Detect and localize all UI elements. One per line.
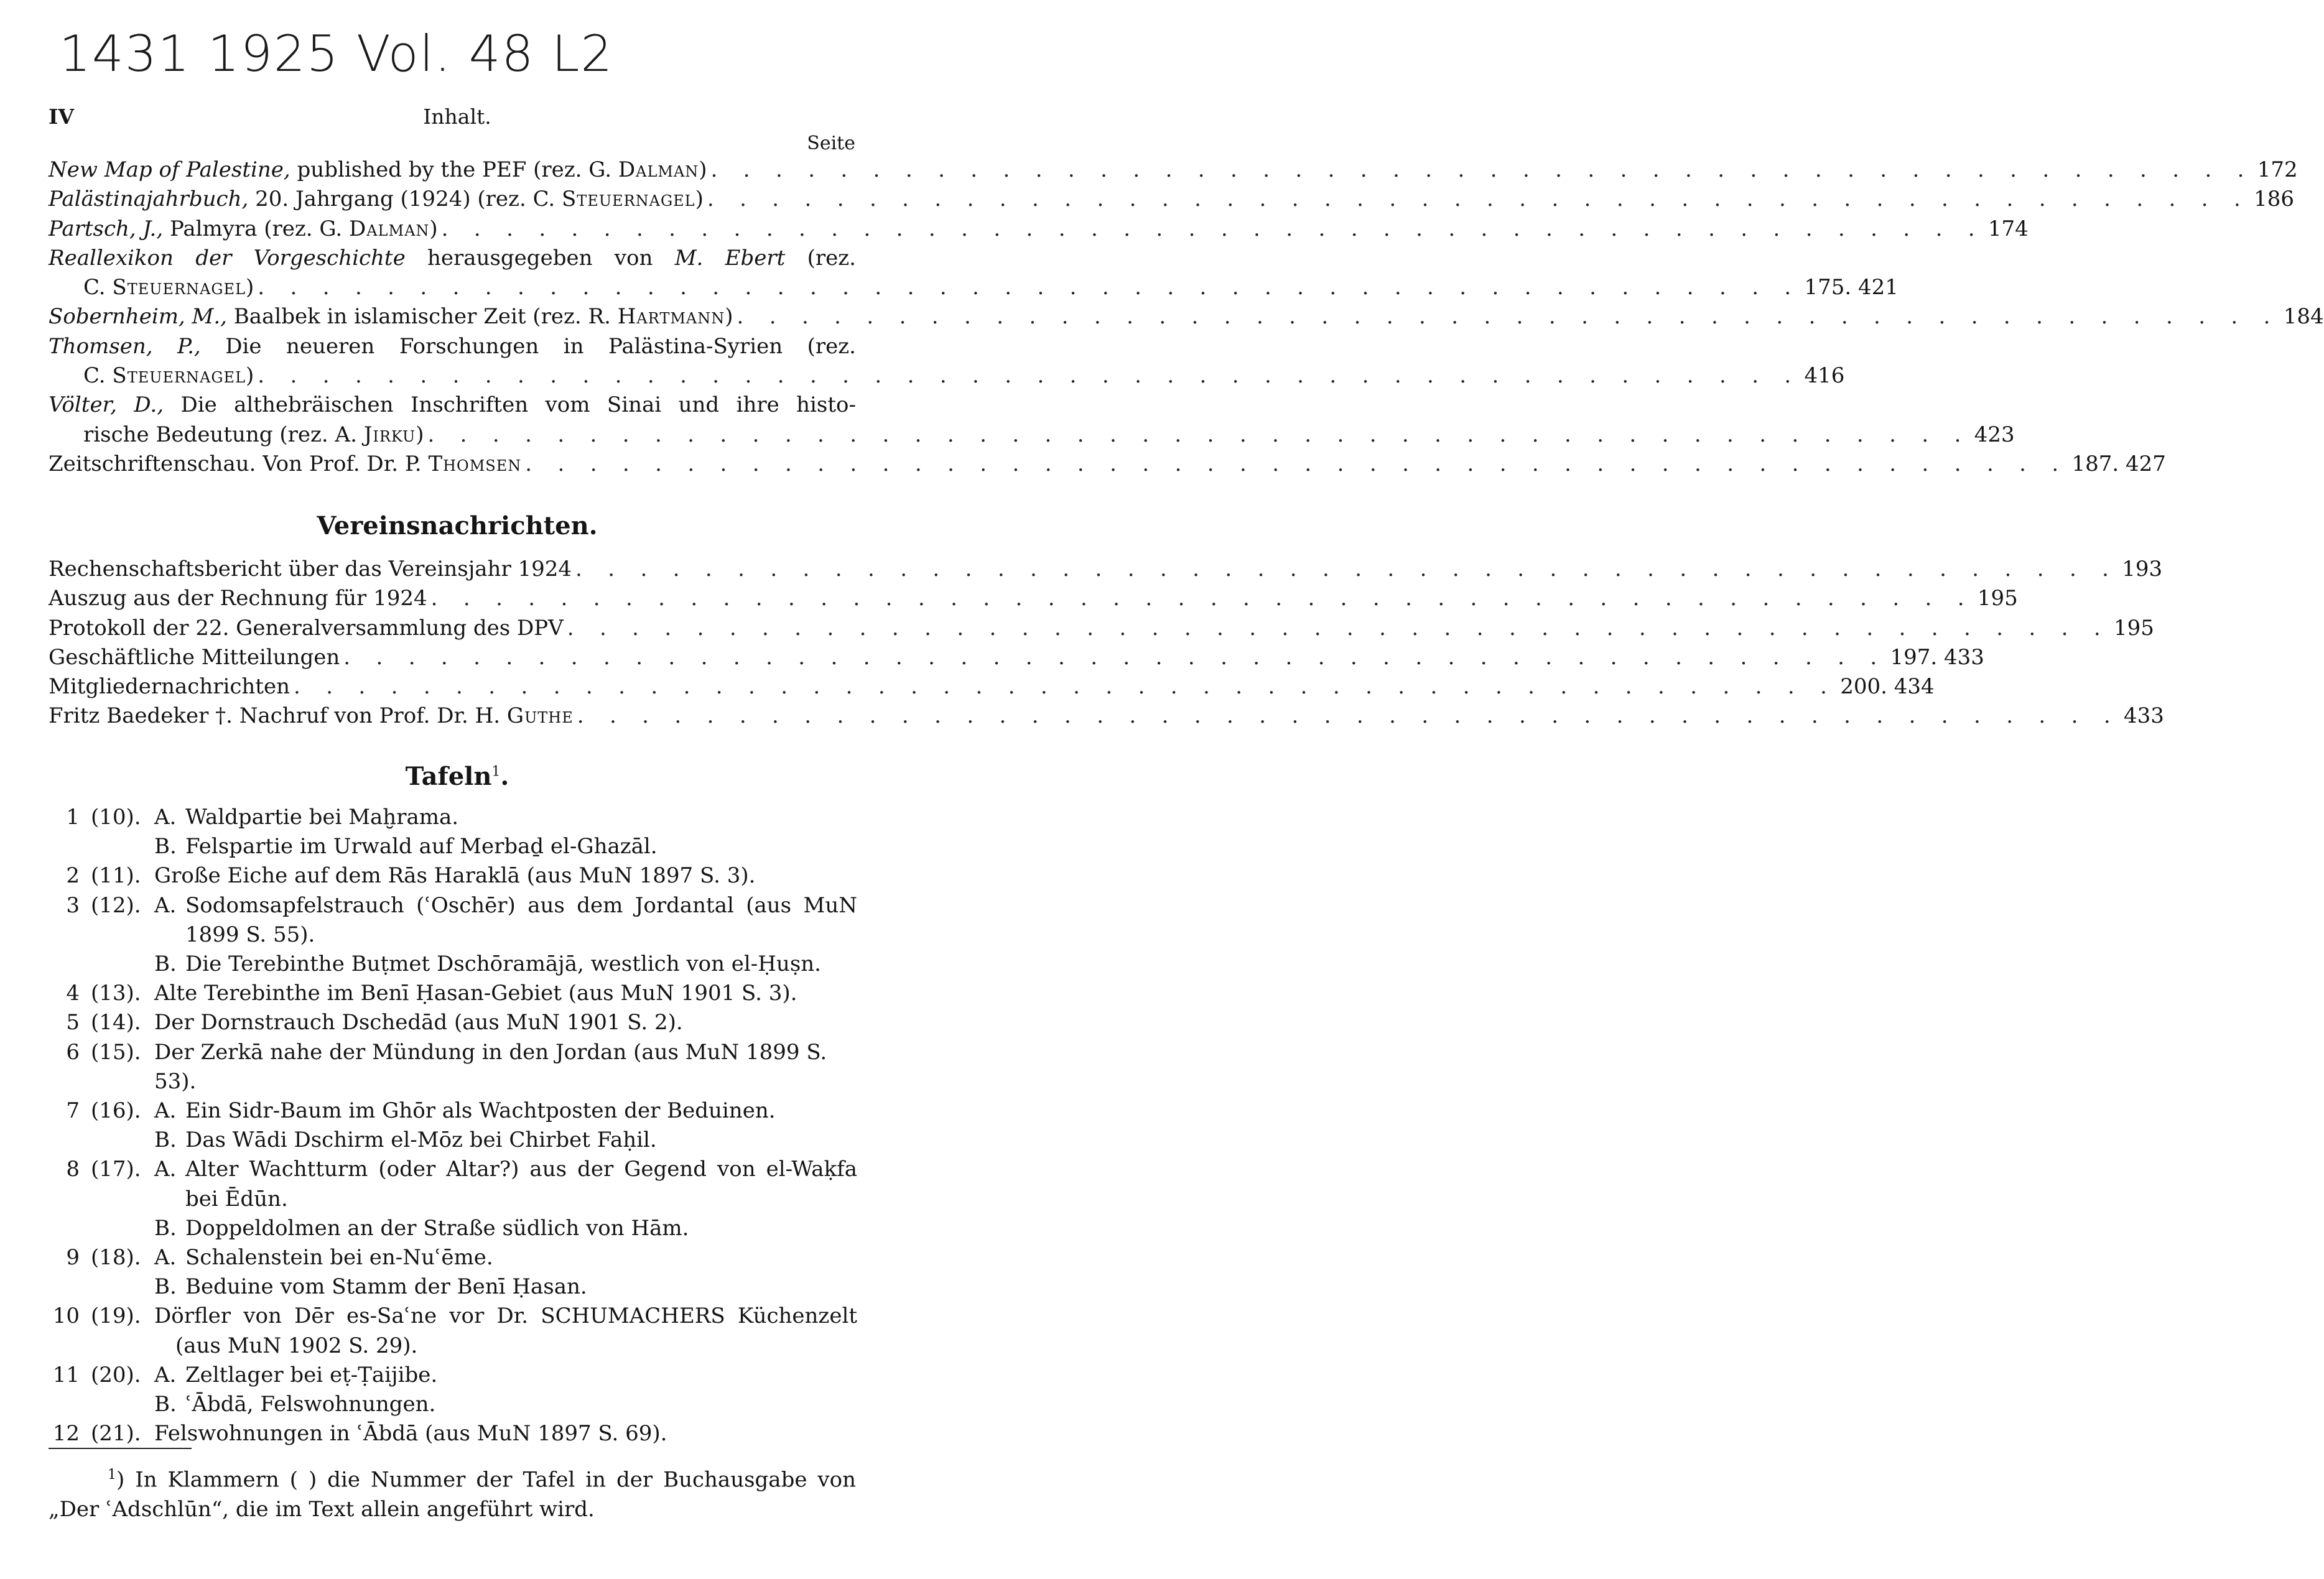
plate-letter: A. — [154, 892, 177, 918]
toc-editor: M. Ebert — [674, 245, 786, 271]
plate-caption-line: Zeltlager bei eṭ-Ṭaijibe. — [185, 1362, 438, 1387]
plate-letter: B. — [154, 1128, 177, 1153]
plate-caption — [185, 1155, 857, 1213]
plates-list — [49, 803, 857, 1448]
toc-page: 187. 427 — [2071, 451, 2166, 476]
plate-caption-line: Die Terebinthe Buṭmet Dschōramājā, westlich von el-Ḥuṣn. — [185, 952, 821, 977]
toc-entry — [49, 584, 2018, 613]
plate-caption — [154, 1008, 857, 1037]
toc-entry — [49, 614, 2154, 643]
leader-dots: . . . . . . . . . . . . . . . . . . . . . . . . . . . . . . . . . . . . . . . . . . . . . . . . — [577, 703, 2120, 729]
plate-row — [49, 950, 857, 979]
plate-letter: A. — [154, 1245, 177, 1271]
leader-dots: . . . . . . . . . . . . . . . . . . . . . . . . . . . . . . . . . . . . . . . . . . . . . . . . — [430, 586, 1974, 611]
footnote-number: 1 — [108, 1467, 116, 1483]
plate-caption-line: Doppeldolmen an der Straße südlich von Hām. — [185, 1215, 689, 1241]
toc-text: rische Bedeutung (rez. A. — [83, 422, 364, 447]
plate-number: 1 — [66, 805, 80, 830]
plate-row — [49, 1390, 857, 1419]
plate-number — [49, 1272, 80, 1302]
leader-dots: . . . . . . . . . . . . . . . . . . . . . . . . . . . . . . . . . . . . . . . . . . . . . . . . — [441, 216, 1984, 241]
plate-letter: A. — [154, 805, 177, 830]
toc-text: C. — [83, 275, 113, 300]
plate-row — [49, 1214, 857, 1243]
plate-row — [49, 1038, 857, 1096]
plate-number: 12 — [52, 1421, 80, 1447]
plate-caption — [154, 979, 857, 1008]
plate-caption-line: Alte Terebinthe im Benī Ḥasan-Gebiet (aus MuN 1901 S. 3). — [154, 981, 797, 1006]
toc-text: Die neueren Forschungen in Palästina-Syrien (rez. — [200, 333, 856, 359]
plate-book-number: (13). — [91, 981, 141, 1006]
toc-page: 423 — [1974, 422, 2015, 447]
section-title-tafeln: Tafeln$^1$. — [405, 762, 509, 791]
plate-number: 9 — [66, 1245, 80, 1271]
toc-close: ) — [695, 187, 704, 212]
plate-book-number: (21). — [91, 1421, 141, 1447]
toc-text-tail: (rez. — [785, 245, 856, 271]
toc-page: 195 — [1977, 586, 2018, 611]
toc-page: 193 — [2122, 557, 2163, 581]
plate-caption — [154, 1419, 857, 1448]
plate-number — [49, 1390, 80, 1419]
plate-row — [49, 1419, 857, 1448]
toc-close: ) — [416, 422, 424, 447]
plate-caption — [185, 832, 857, 861]
plate-caption — [154, 1302, 857, 1360]
toc-close: ) — [246, 275, 254, 300]
plate-caption — [154, 1038, 857, 1096]
plate-caption-line: Waldpartie bei Maḫrama. — [185, 805, 459, 830]
plate-book-number: (11). — [91, 863, 141, 889]
plate-row — [49, 1008, 857, 1037]
toc-close: ) — [699, 157, 707, 182]
toc-entry — [49, 702, 2164, 731]
plate-caption-line: Große Eiche auf dem Rās Haraklā (aus MuN 1897 S. 3). — [154, 863, 756, 889]
footnote-line-2: „Der ʿAdschlūn“, die im Text allein angeführt wird. — [49, 1497, 595, 1522]
footnote-line-1: ) In Klammern ( ) die Nummer der Tafel in der Buchausgabe von — [116, 1467, 856, 1493]
plate-row — [49, 861, 857, 891]
leader-dots: . . . . . . . . . . . . . . . . . . . . . . . . . . . . . . . . . . . . . . . . . . . . . . . . — [293, 674, 1837, 700]
leader-dots: . . . . . . . . . . . . . . . . . . . . . . . . . . . . . . . . . . . . . . . . . . . . . . . . — [343, 644, 1887, 670]
leader-dots: . . . . . . . . . . . . . . . . . . . . . . . . . . . . . . . . . . . . . . . . . . . . . . . . — [707, 187, 2251, 212]
plate-book-number: (16). — [91, 1098, 141, 1124]
toc-reviewer: Steuernagel — [562, 187, 695, 212]
plate-caption-line: Schalenstein bei en-Nuʿēme. — [185, 1245, 493, 1271]
toc-entry — [49, 155, 2298, 185]
plate-row — [49, 1155, 857, 1213]
plate-letter: A. — [154, 1362, 177, 1387]
plate-book-number: (14). — [91, 1010, 141, 1035]
plate-caption — [185, 891, 857, 950]
plate-number: 6 — [66, 1039, 80, 1065]
toc-author: Thomsen, P., — [49, 333, 201, 359]
plate-row — [49, 1302, 857, 1360]
plate-row — [49, 891, 857, 950]
plate-caption — [185, 1361, 857, 1390]
toc-entry — [49, 555, 2163, 584]
toc-reviewer: Hartmann — [617, 304, 725, 330]
plate-letter: B. — [154, 834, 177, 859]
vereins-list — [49, 555, 2164, 731]
plate-book-number: (19). — [91, 1303, 141, 1329]
plate-caption-line: Sodomsapfelstrauch (ʿOschēr) aus dem Jordantal (aus MuN — [185, 892, 857, 918]
plate-number: 2 — [66, 863, 80, 889]
toc-reviewer: Jirku — [363, 422, 416, 447]
toc-page: 433 — [2123, 703, 2164, 729]
plate-book-number — [80, 1126, 154, 1155]
toc-entry — [49, 643, 1984, 672]
leader-dots: . . . . . . . . . . . . . . . . . . . . . . . . . . . . . . . . . . . . . . . . . . . . . . . . — [258, 275, 1801, 300]
plate-letter: B. — [154, 1392, 177, 1417]
plate-row — [49, 803, 857, 832]
toc-page: 416 — [1804, 363, 1845, 389]
footnote — [49, 1460, 856, 1524]
toc-close: ) — [429, 216, 438, 241]
plate-caption-line: Der Dornstrauch Dschedād (aus MuN 1901 S. 2). — [154, 1010, 683, 1035]
plate-caption-line: Dörfler von Dēr es-Saʿne vor Dr. SCHUMACHERS Küchenzelt — [154, 1303, 857, 1329]
toc-page: 200. 434 — [1840, 674, 1935, 700]
toc-entry — [49, 332, 1845, 391]
toc-reviewer: Dalman — [348, 216, 430, 241]
toc-entry — [49, 215, 2029, 244]
toc-page: 197. 433 — [1890, 644, 1984, 670]
plate-caption-line: bei Ēdūn. — [185, 1186, 288, 1211]
toc-text: Palmyra (rez. G. — [163, 216, 349, 241]
plate-caption — [185, 1272, 857, 1302]
toc-text: Baalbek in islamischer Zeit (rez. R. — [226, 304, 618, 330]
plate-row — [49, 1361, 857, 1390]
toc-author: New Map of Palestine, — [49, 157, 290, 182]
plate-book-number — [80, 1214, 154, 1243]
plate-book-number — [80, 1390, 154, 1419]
plate-row — [49, 1243, 857, 1272]
plate-book-number: (17). — [91, 1157, 141, 1182]
toc-author: Reallexikon der Vorgeschichte — [49, 245, 406, 271]
plate-caption — [185, 1214, 857, 1243]
plate-book-number: (10). — [91, 805, 141, 830]
plate-letter: B. — [154, 1274, 177, 1300]
plate-number: 3 — [66, 892, 80, 918]
toc-entry — [49, 391, 2015, 450]
leader-dots: . . . . . . . . . . . . . . . . . . . . . . . . . . . . . . . . . . . . . . . . . . . . . . . . — [427, 422, 1971, 447]
plate-letter: B. — [154, 1215, 177, 1241]
plate-number: 4 — [66, 981, 80, 1006]
toc-text: Zeitschriftenschau. Von Prof. Dr. P. — [49, 451, 429, 476]
toc-entry — [49, 450, 2166, 479]
plate-number: 10 — [52, 1303, 80, 1329]
footnote-mark: 1 — [491, 764, 501, 780]
tafeln-title-text: Tafeln — [405, 762, 492, 791]
plate-caption-line: (aus MuN 1902 S. 29). — [175, 1333, 418, 1358]
toc-close: ) — [725, 304, 733, 330]
plate-book-number: (20). — [91, 1362, 141, 1387]
plate-caption-line: Alter Wachtturm (oder Altar?) aus der Gegend von el-Waḳfa — [185, 1157, 857, 1182]
plate-caption-line: Beduine vom Stamm der Benī Ḥasan. — [185, 1274, 587, 1300]
plate-number: 11 — [52, 1362, 80, 1387]
plate-caption-line: ʿĀbdā, Felswohnungen. — [185, 1392, 436, 1417]
leader-dots: . . . . . . . . . . . . . . . . . . . . . . . . . . . . . . . . . . . . . . . . . . . . . . . . — [525, 451, 2068, 476]
toc-text: Protokoll der 22. Generalversammlung des DPV — [49, 615, 564, 641]
plate-book-number: (12). — [91, 892, 141, 918]
section-title-vereinsnachrichten: Vereinsnachrichten. — [317, 511, 598, 540]
plate-caption — [185, 1096, 857, 1126]
toc-text: Auszug aus der Rechnung für 1924 — [49, 586, 427, 611]
toc-author: Sobernheim, M., — [49, 304, 227, 330]
plate-caption — [185, 950, 857, 979]
plate-caption-line: Der Zerkā nahe der Mündung in den Jordan (aus MuN 1899 S. 53). — [154, 1039, 827, 1094]
plate-caption — [185, 1126, 857, 1155]
plate-caption-line: 1899 S. 55). — [185, 922, 315, 947]
plate-caption-line: Ein Sidr-Baum im Ghōr als Wachtposten der Beduinen. — [185, 1098, 776, 1124]
plate-caption-line: Felswohnungen in ʿĀbdā (aus MuN 1897 S. 69). — [154, 1421, 667, 1447]
toc-reviewer: Thomsen — [428, 451, 522, 476]
plate-number: 7 — [66, 1098, 80, 1124]
toc-text: Rechenschaftsbericht über das Vereinsjahr 1924 — [49, 557, 572, 581]
plate-row — [49, 832, 857, 861]
page-number: IV — [49, 104, 75, 129]
plate-number — [49, 1214, 80, 1243]
toc-entry — [49, 672, 1935, 702]
toc-text: herausgegeben von — [405, 245, 675, 271]
plate-book-number — [80, 832, 154, 861]
toc-author: Palästinajahrbuch, — [49, 187, 249, 212]
toc-text: Geschäftliche Mitteilungen — [49, 644, 340, 670]
toc-page: 195 — [2113, 615, 2154, 641]
toc-page: 175. 421 — [1804, 275, 1899, 300]
toc-reviewer: Steuernagel — [112, 363, 246, 389]
toc-text: Mitgliedernachrichten — [49, 674, 290, 700]
plate-book-number — [80, 950, 154, 979]
plate-number — [49, 832, 80, 861]
plate-row — [49, 1096, 857, 1126]
page-title: Inhalt. — [423, 104, 491, 129]
toc-text: Fritz Baedeker †. Nachruf von Prof. Dr. H. — [49, 703, 507, 729]
plate-caption-line: Das Wādi Dschirm el-Mōz bei Chirbet Faḥil. — [185, 1128, 657, 1153]
leader-dots: . . . . . . . . . . . . . . . . . . . . . . . . . . . . . . . . . . . . . . . . . . . . . . . . — [710, 157, 2254, 182]
leader-dots: . . . . . . . . . . . . . . . . . . . . . . . . . . . . . . . . . . . . . . . . . . . . . . . . — [737, 304, 2280, 330]
plate-row — [49, 1126, 857, 1155]
leader-dots: . . . . . . . . . . . . . . . . . . . . . . . . . . . . . . . . . . . . . . . . . . . . . . . . — [575, 557, 2119, 581]
toc-entry — [49, 244, 1899, 303]
toc-entry — [49, 302, 2324, 331]
handwritten-annotation: 1431 1925 Vol. 48 L2 — [59, 25, 614, 83]
plate-row — [49, 979, 857, 1008]
footnote-rule — [49, 1448, 192, 1449]
plate-caption — [185, 1243, 857, 1272]
toc-page: 174 — [1987, 216, 2029, 241]
toc-text: 20. Jahrgang (1924) (rez. C. — [248, 187, 562, 212]
plate-letter: A. — [154, 1157, 177, 1182]
toc-page: 186 — [2254, 187, 2295, 212]
toc-entry — [49, 185, 2295, 214]
plate-caption — [185, 1390, 857, 1419]
plate-caption — [154, 861, 857, 891]
toc-author: Völter, D., — [49, 392, 164, 418]
plate-number: 5 — [66, 1010, 80, 1035]
plate-number: 8 — [66, 1157, 80, 1182]
reviews-list — [49, 155, 2324, 479]
toc-reviewer: Steuernagel — [112, 275, 246, 300]
toc-close: ) — [246, 363, 254, 389]
plate-number — [49, 1126, 80, 1155]
toc-text: C. — [83, 363, 113, 389]
plate-number — [49, 950, 80, 979]
plate-letter: B. — [154, 952, 177, 977]
plate-letter: A. — [154, 1098, 177, 1124]
plate-book-number: (15). — [91, 1039, 141, 1065]
leader-dots: . . . . . . . . . . . . . . . . . . . . . . . . . . . . . . . . . . . . . . . . . . . . . . . . — [258, 363, 1801, 389]
toc-author: Partsch, J., — [49, 216, 164, 241]
plate-book-number: (18). — [91, 1245, 141, 1271]
plate-caption-line: Felspartie im Urwald auf Merbaḏ el-Ghazāl. — [185, 834, 658, 859]
toc-reviewer: Dalman — [618, 157, 699, 182]
plate-caption — [185, 803, 857, 832]
plate-book-number — [80, 1272, 154, 1302]
toc-page: 184 — [2283, 304, 2324, 330]
toc-reviewer: Guthe — [506, 703, 574, 729]
leader-dots: . . . . . . . . . . . . . . . . . . . . . . . . . . . . . . . . . . . . . . . . . . . . . . . . — [567, 615, 2110, 641]
seite-label: Seite — [807, 132, 855, 154]
toc-page: 172 — [2257, 157, 2298, 182]
toc-text: Die althebräischen Inschriften vom Sinai und ihre histo- — [164, 392, 857, 418]
toc-text: published by the PEF (rez. G. — [290, 157, 618, 182]
plate-row — [49, 1272, 857, 1302]
